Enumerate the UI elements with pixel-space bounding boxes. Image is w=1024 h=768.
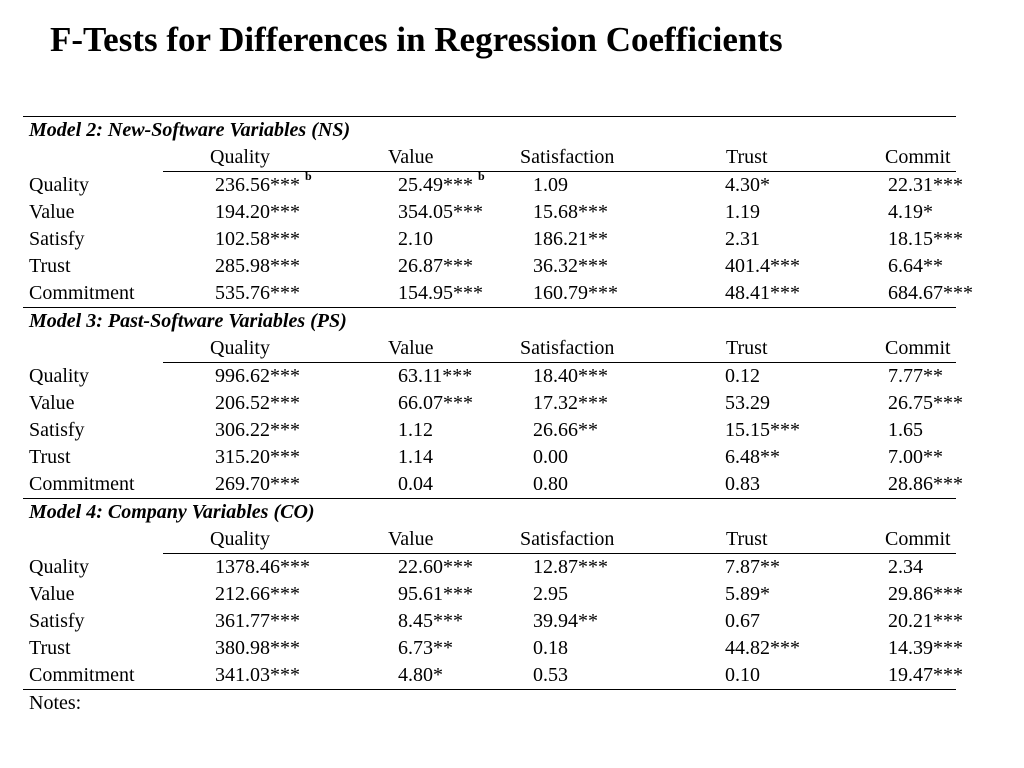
cell-value: 996.62*** — [215, 365, 300, 387]
model-4-company-title-row — [23, 499, 956, 527]
cell-value: 26.75*** — [888, 392, 963, 414]
row-label: Quality — [29, 364, 89, 387]
table-cell — [503, 417, 668, 444]
table-cell — [818, 662, 963, 690]
cell-value: 18.15*** — [888, 228, 963, 250]
cell-value: 7.00** — [888, 446, 943, 468]
cell-value: 95.61*** — [398, 583, 473, 605]
cell-value: 315.20*** — [215, 446, 300, 468]
cell-value: 2.10 — [398, 228, 433, 250]
cell-value: 14.39*** — [888, 637, 963, 659]
cell-value: 6.48** — [725, 446, 780, 468]
table-cell — [818, 635, 963, 662]
table-cell — [163, 471, 333, 499]
cell-value: 66.07*** — [398, 392, 473, 414]
model-title: Model 3: Past-Software Variables (PS) — [23, 308, 956, 336]
cell-value: 401.4*** — [725, 255, 800, 277]
table-cell — [668, 226, 818, 253]
table-cell — [668, 444, 818, 471]
cell-value: 7.87** — [725, 556, 780, 578]
cell-value: 236.56*** — [215, 174, 300, 196]
cell-value: 22.31*** — [888, 174, 963, 196]
table-cell — [503, 390, 668, 417]
column-header-row — [23, 335, 956, 363]
cell-value: 0.10 — [725, 664, 760, 686]
cell-value: 25.49*** — [398, 174, 473, 196]
column-header-quality: Quality — [163, 526, 333, 554]
table-cell — [818, 417, 956, 444]
table-cell — [668, 608, 818, 635]
row-label: Commitment — [23, 280, 163, 308]
cell-value: 341.03*** — [215, 664, 300, 686]
cell-value: 380.98*** — [215, 637, 300, 659]
table-cell — [818, 390, 963, 417]
cell-value: 26.66** — [533, 419, 598, 441]
table-cell — [818, 280, 973, 308]
cell-value: 63.11*** — [398, 365, 473, 387]
table-row — [23, 554, 956, 582]
table-cell — [818, 554, 956, 582]
cell-value: 361.77*** — [215, 610, 300, 632]
cell-value: 269.70*** — [215, 473, 300, 495]
table-cell — [503, 253, 668, 280]
column-header-trust: Trust — [668, 144, 818, 172]
f-test-table — [23, 116, 973, 717]
column-header-row — [23, 144, 956, 172]
table-cell — [163, 280, 333, 308]
table-cell — [668, 363, 818, 391]
table-row — [23, 417, 956, 444]
table-cell — [668, 390, 818, 417]
table-cell — [163, 199, 333, 226]
row-label: Value — [29, 392, 75, 414]
table-cell — [333, 417, 503, 444]
column-header-trust: Trust — [668, 335, 818, 363]
cell-value: 0.83 — [725, 473, 760, 495]
table-cell — [163, 662, 333, 690]
column-header-commit: Commit — [818, 335, 956, 363]
table-cell — [333, 444, 503, 471]
cell-value: 186.21** — [533, 228, 608, 250]
table-cell — [818, 253, 956, 280]
cell-value: 154.95*** — [398, 282, 483, 304]
cell-value: 0.04 — [398, 473, 433, 495]
table-row — [23, 662, 956, 690]
table-cell — [818, 199, 956, 226]
table-cell — [333, 253, 503, 280]
table-row — [23, 635, 956, 662]
column-header-trust: Trust — [668, 526, 818, 554]
cell-value: 44.82*** — [725, 637, 800, 659]
cell-value: 0.67 — [725, 610, 760, 632]
cell-value: 160.79*** — [533, 282, 618, 304]
table-cell — [503, 554, 668, 582]
table-cell — [163, 554, 333, 582]
cell-value: 22.60*** — [398, 556, 473, 578]
cell-value: 4.30* — [725, 174, 770, 196]
table-cell — [163, 363, 333, 391]
column-header-value: Value — [333, 144, 503, 172]
f-test-table-container — [23, 116, 973, 717]
table-cell — [503, 199, 668, 226]
table-row — [23, 253, 956, 280]
table-cell — [818, 608, 963, 635]
cell-value: 26.87*** — [398, 255, 473, 277]
table-cell — [503, 226, 668, 253]
table-row — [23, 471, 956, 499]
row-label: Trust — [29, 637, 71, 659]
table-cell — [333, 635, 503, 662]
table-cell — [668, 253, 818, 280]
cell-value: 18.40*** — [533, 365, 608, 387]
table-cell — [668, 199, 818, 226]
cell-value: 6.73** — [398, 637, 453, 659]
cell-value: 1.12 — [398, 419, 433, 441]
table-row — [23, 363, 956, 391]
cell-value: 17.32*** — [533, 392, 608, 414]
cell-value: 212.66*** — [215, 583, 300, 605]
cell-value: 53.29 — [725, 392, 770, 414]
row-label: Commitment — [23, 662, 163, 690]
cell-value: 1.65 — [888, 419, 923, 441]
table-cell — [333, 554, 503, 582]
table-body — [23, 117, 973, 718]
cell-value: 354.05*** — [398, 201, 483, 223]
cell-value: 206.52*** — [215, 392, 300, 414]
notes-text: Notes: — [29, 692, 82, 714]
table-row — [23, 444, 956, 471]
column-header-satisfaction: Satisfaction — [503, 144, 668, 172]
cell-value: 7.77** — [888, 365, 943, 387]
cell-value: 1.19 — [725, 201, 760, 223]
table-cell — [333, 390, 503, 417]
table-row — [23, 280, 956, 308]
table-cell — [333, 471, 503, 499]
cell-value: 0.53 — [533, 664, 568, 686]
cell-value: 684.67*** — [888, 282, 973, 304]
table-cell — [333, 280, 503, 308]
table-cell — [333, 581, 503, 608]
table-cell — [818, 581, 963, 608]
table-cell — [503, 280, 668, 308]
table-cell — [818, 363, 956, 391]
column-header-commit: Commit — [818, 526, 956, 554]
cell-value: 0.00 — [533, 446, 568, 468]
column-header-quality: Quality — [163, 144, 333, 172]
column-header-commit: Commit — [818, 144, 956, 172]
cell-value: 0.80 — [533, 473, 568, 495]
cell-value: 194.20*** — [215, 201, 300, 223]
column-header-quality: Quality — [163, 335, 333, 363]
cell-value: 1.14 — [398, 446, 433, 468]
cell-value: 2.31 — [725, 228, 760, 250]
cell-value: 1378.46*** — [215, 556, 310, 578]
cell-value: 306.22*** — [215, 419, 300, 441]
column-header-satisfaction: Satisfaction — [503, 526, 668, 554]
model-title: Model 2: New-Software Variables (NS) — [23, 117, 956, 145]
table-cell — [333, 662, 503, 690]
notes-row — [23, 690, 956, 718]
table-cell — [163, 169, 333, 200]
cell-value: 12.87*** — [533, 556, 608, 578]
row-label: Satisfy — [29, 610, 85, 632]
table-row — [23, 172, 956, 200]
column-header-value: Value — [333, 335, 503, 363]
row-label: Trust — [29, 255, 71, 277]
table-cell — [818, 444, 956, 471]
table-cell — [333, 169, 503, 200]
cell-value: 28.86*** — [888, 473, 963, 495]
table-cell — [163, 581, 333, 608]
table-cell — [163, 417, 333, 444]
table-row — [23, 199, 956, 226]
cell-value: 102.58*** — [215, 228, 300, 250]
table-cell — [668, 581, 818, 608]
table-cell — [668, 471, 818, 499]
table-cell — [333, 608, 503, 635]
table-cell — [818, 172, 963, 200]
footnote-marker: b — [305, 169, 312, 184]
table-cell — [503, 635, 668, 662]
table-cell — [668, 417, 818, 444]
cell-value: 36.32*** — [533, 255, 608, 277]
row-label: Quality — [29, 173, 89, 196]
header-spacer — [23, 335, 163, 363]
row-label: Satisfy — [29, 419, 85, 441]
cell-value: 15.68*** — [533, 201, 608, 223]
row-label: Value — [29, 201, 75, 223]
cell-value: 535.76*** — [215, 282, 300, 304]
cell-value: 0.12 — [725, 365, 760, 387]
cell-value: 2.95 — [533, 583, 568, 605]
header-spacer — [23, 526, 163, 554]
table-cell — [163, 226, 333, 253]
cell-value: 285.98*** — [215, 255, 300, 277]
cell-value: 4.80* — [398, 664, 443, 686]
column-header-value: Value — [333, 526, 503, 554]
cell-value: 20.21*** — [888, 610, 963, 632]
model-title: Model 4: Company Variables (CO) — [23, 499, 956, 527]
row-label: Trust — [29, 446, 71, 468]
row-label: Quality — [29, 555, 89, 578]
table-cell — [503, 444, 668, 471]
cell-value: 8.45*** — [398, 610, 463, 632]
table-cell — [333, 226, 503, 253]
cell-value: 4.19* — [888, 201, 933, 223]
cell-value: 1.09 — [533, 174, 568, 196]
cell-value: 39.94** — [533, 610, 598, 632]
table-cell — [333, 363, 503, 391]
table-cell — [503, 172, 668, 200]
row-label: Commitment — [23, 471, 163, 499]
table-cell — [668, 635, 818, 662]
cell-value: 15.15*** — [725, 419, 800, 441]
table-cell — [503, 581, 668, 608]
table-cell — [668, 280, 818, 308]
table-cell — [818, 226, 963, 253]
table-cell — [668, 172, 818, 200]
model-3-past-software-title-row — [23, 308, 956, 336]
header-spacer — [23, 144, 163, 172]
table-cell — [163, 444, 333, 471]
cell-value: 48.41*** — [725, 282, 800, 304]
table-row — [23, 226, 956, 253]
table-cell — [503, 471, 668, 499]
cell-value: 29.86*** — [888, 583, 963, 605]
cell-value: 5.89* — [725, 583, 770, 605]
table-row — [23, 390, 956, 417]
table-row — [23, 581, 956, 608]
page-title: F-Tests for Differences in Regression Coefficients — [50, 20, 783, 59]
cell-value: 6.64** — [888, 255, 943, 277]
row-label: Satisfy — [29, 228, 85, 250]
column-header-row — [23, 526, 956, 554]
table-cell — [163, 390, 333, 417]
footnote-marker: b — [478, 169, 485, 184]
table-cell — [668, 554, 818, 582]
table-cell — [163, 253, 333, 280]
table-cell — [668, 662, 818, 690]
cell-value: 0.18 — [533, 637, 568, 659]
table-cell — [503, 363, 668, 391]
column-header-satisfaction: Satisfaction — [503, 335, 668, 363]
table-cell — [503, 662, 668, 690]
table-row — [23, 608, 956, 635]
table-cell — [163, 608, 333, 635]
table-cell — [163, 635, 333, 662]
table-cell — [818, 471, 963, 499]
table-cell — [333, 199, 503, 226]
model-2-new-software-title-row — [23, 117, 956, 145]
row-label: Value — [29, 583, 75, 605]
table-cell — [503, 608, 668, 635]
cell-value: 2.34 — [888, 556, 923, 578]
cell-value: 19.47*** — [888, 664, 963, 686]
